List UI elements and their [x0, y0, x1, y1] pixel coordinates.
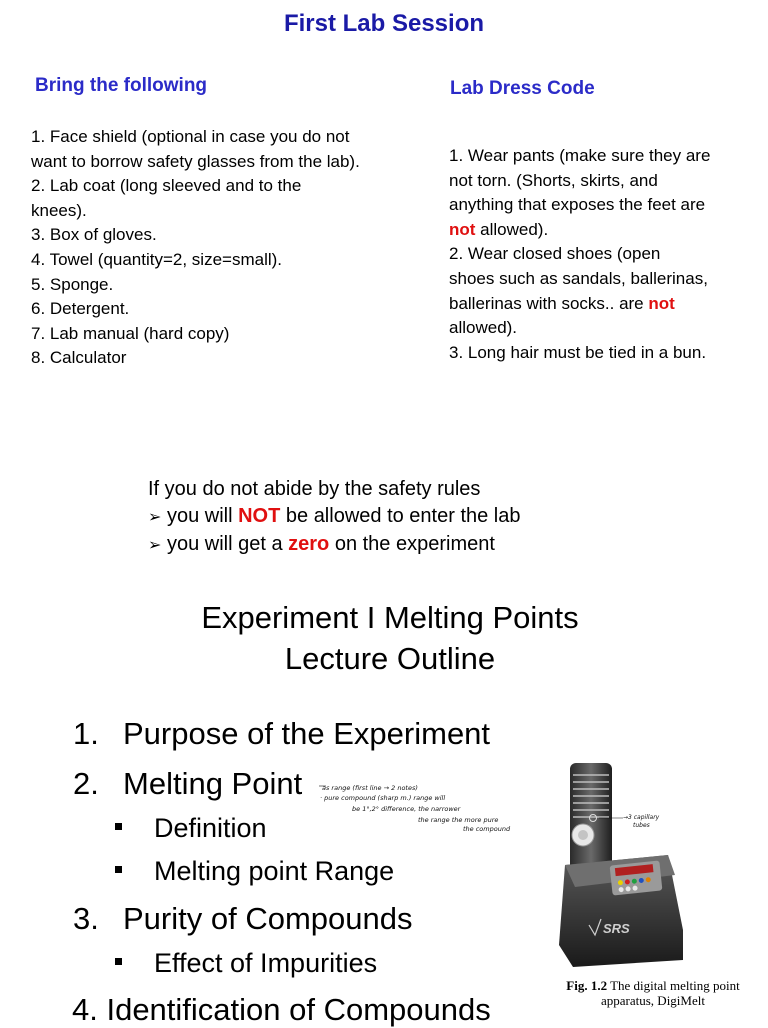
outline-item [73, 766, 303, 802]
outline-item [73, 716, 491, 752]
warning-emphasis: NOT [238, 505, 281, 527]
experiment-subtitle: Lecture Outline [284, 641, 496, 676]
bring-item: want to borrow safety glasses from the lab). [31, 151, 360, 171]
dress-line [449, 218, 764, 243]
bring-item: 6. Detergent. [31, 299, 130, 319]
bring-item: 4. Towel (quantity=2, size=small). [31, 249, 283, 269]
outline-number: 3. [73, 901, 99, 936]
outline-text: Purity of Compounds [123, 901, 413, 936]
outline-subtext: Definition [154, 813, 267, 843]
dress-text: allowed). [475, 219, 549, 239]
note-line: · pure compound (sharp m.) range will [320, 794, 446, 802]
figure-caption [553, 978, 753, 1008]
outline-text: Melting Point [123, 766, 303, 801]
note-line: tubes [633, 822, 650, 829]
bring-item: 8. Calculator [31, 348, 127, 368]
outline-subitem [115, 856, 394, 887]
dress-line: shoes such as sandals, ballerinas, [449, 268, 708, 288]
bring-item: 7. Lab manual (hard copy) [31, 323, 230, 343]
outline-number: 1. [73, 716, 99, 751]
outline-subtext: Melting point Range [154, 856, 395, 886]
note-line: the range the more pure [418, 816, 499, 824]
outline-item: 4. Identification of Compounds [72, 992, 491, 1027]
arrow-icon: ➢ [148, 509, 162, 526]
dress-line: 1. Wear pants (make sure they are [449, 146, 711, 165]
dress-line: 2. Wear closed shoes (open [449, 244, 661, 264]
note-line: as range (first line → 2 notes) [322, 784, 418, 792]
caption-line: apparatus, DigiMelt [601, 993, 705, 1008]
square-bullet-icon [115, 866, 122, 873]
square-bullet-icon [115, 958, 122, 965]
caption-line [553, 978, 753, 993]
warning-text: on the experiment [329, 533, 495, 555]
warning-text: you will get a [166, 533, 289, 555]
warning-text: be allowed to enter the lab [280, 505, 521, 527]
digimelt-apparatus-image [553, 755, 753, 973]
bring-item: knees). [31, 200, 87, 220]
dress-line [449, 292, 764, 317]
handwritten-notes [318, 778, 518, 838]
warning-emphasis: zero [288, 533, 330, 555]
outline-number: 2. [73, 766, 99, 801]
warning-line [148, 503, 668, 531]
arrow-icon: ➢ [148, 537, 162, 554]
note-line: the compound [463, 825, 511, 833]
warning-line [148, 531, 668, 559]
outline-subitem [115, 813, 267, 844]
note-line: →3 capillary [623, 814, 660, 821]
warning-block [148, 476, 668, 559]
brand-logo: SRS [603, 921, 630, 936]
experiment-title-line: Experiment I Melting Points [201, 600, 579, 635]
bring-item: 2. Lab coat (long sleeved and to the [31, 176, 302, 196]
dress-text: ballerinas with socks.. are [449, 293, 649, 313]
dress-line: 3. Long hair must be tied in a bun. [449, 342, 707, 362]
caption-text: The digital melting point [607, 978, 740, 993]
dress-list [449, 144, 764, 365]
square-bullet-icon [115, 823, 122, 830]
note-line: be 1°,2° difference, the narrower [352, 805, 461, 813]
experiment-title [0, 597, 768, 679]
page-title: First Lab Session [283, 10, 485, 37]
dress-heading: Lab Dress Code [450, 78, 595, 99]
caption-label: Fig. 1.2 [566, 978, 608, 993]
dress-line: allowed). [449, 318, 518, 338]
bring-heading: Bring the following [35, 75, 208, 96]
outline-subtext: Effect of Impurities [154, 948, 378, 978]
dress-line: anything that exposes the feet are [449, 195, 706, 215]
warning-line: If you do not abide by the safety rules [148, 478, 481, 500]
dress-line: not torn. (Shorts, skirts, and [449, 170, 658, 190]
outline-text: Purpose of the Experiment [123, 716, 491, 751]
not-emphasis: not [648, 293, 675, 313]
not-emphasis: not [449, 219, 476, 239]
outline-subitem [115, 948, 377, 979]
warning-text: you will [166, 505, 239, 527]
bring-list [31, 125, 426, 371]
outline-item [73, 901, 413, 937]
bring-item: 1. Face shield (optional in case you do not [31, 127, 350, 146]
bring-item: 5. Sponge. [31, 274, 114, 294]
bring-item: 3. Box of gloves. [31, 225, 157, 245]
